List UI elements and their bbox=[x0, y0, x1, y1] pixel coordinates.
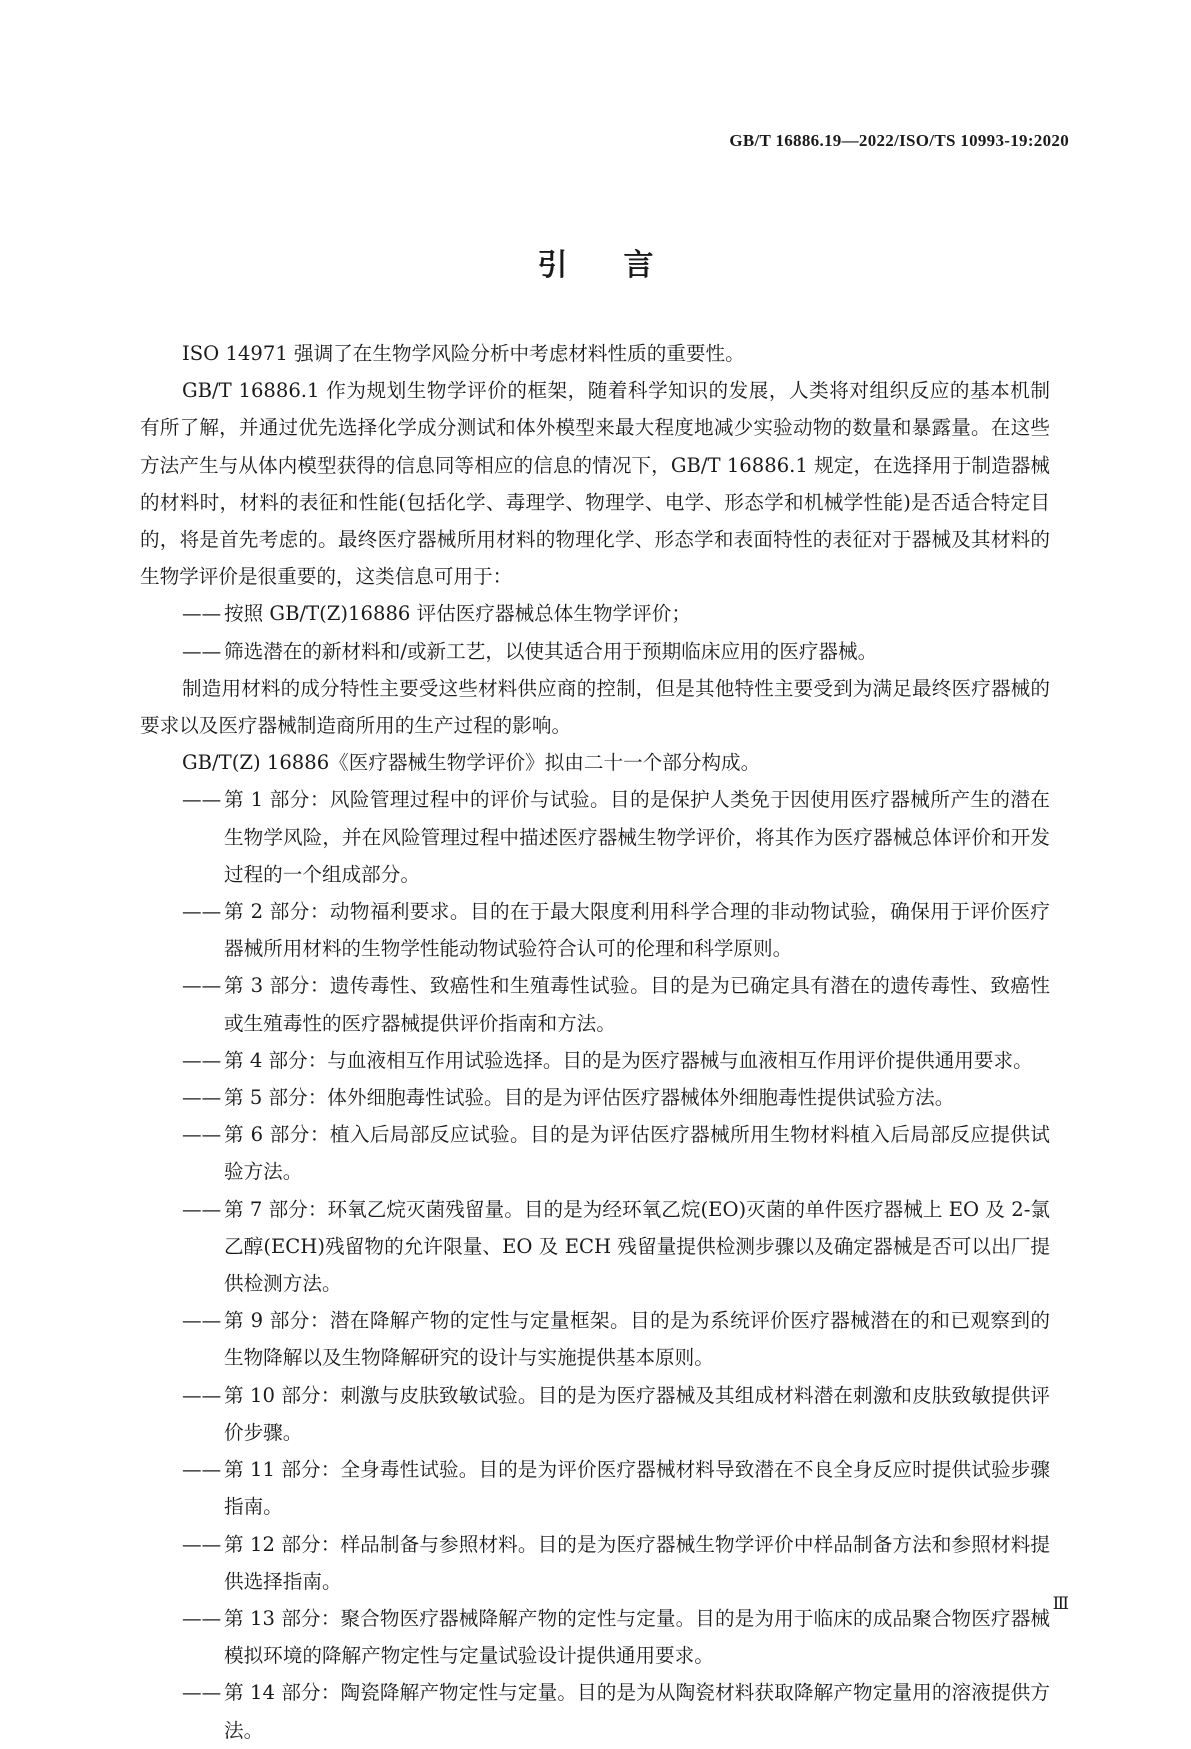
list-item-text: 第 13 部分：聚合物医疗器械降解产物的定性与定量。目的是为用于临床的成品聚合物医疗器械模拟环境的降解产物定性与定量试验设计提供通用要求。 bbox=[224, 1606, 1050, 1668]
list-item-part-12 bbox=[140, 1526, 1050, 1600]
list-item-part-14 bbox=[140, 1674, 1050, 1748]
list-item-part-13 bbox=[140, 1600, 1050, 1674]
dash-mark: —— bbox=[182, 1458, 222, 1482]
list-item-part-3 bbox=[140, 967, 1050, 1041]
dash-mark: —— bbox=[182, 1532, 222, 1556]
dash-mark: —— bbox=[182, 1681, 222, 1705]
list-item-part-1 bbox=[140, 781, 1050, 893]
list-item-text: 第 3 部分：遗传毒性、致癌性和生殖毒性试验。目的是为已确定具有潜在的遗传毒性、致癌性或生殖毒性的医疗器械提供评价指南和方法。 bbox=[224, 974, 1050, 1035]
dash-mark: —— bbox=[182, 1309, 222, 1333]
dash-mark: —— bbox=[182, 602, 222, 626]
list-item-text: 第 7 部分：环氧乙烷灭菌残留量。目的是为经环氧乙烷(EO)灭菌的单件医疗器械上 EO 及 2-氯乙醇(ECH)残留物的允许限量、EO 及 ECH 残留量提供检测步骤以及确定器械是否可以出厂提供检测方法。 bbox=[224, 1197, 1050, 1296]
list-item-text: 筛选潜在的新材料和/或新工艺，以使其适合用于预期临床应用的医疗器械。 bbox=[224, 639, 878, 663]
list-item-text: 第 4 部分：与血液相互作用试验选择。目的是为医疗器械与血液相互作用评价提供通用要求。 bbox=[224, 1048, 1033, 1072]
list-item-text: 第 1 部分：风险管理过程中的评价与试验。目的是保护人类免于因使用医疗器械所产生的潜在生物学风险，并在风险管理过程中描述医疗器械生物学评价，将其作为医疗器械总体评价和开发过程的一个组成部分。 bbox=[224, 788, 1050, 886]
dash-mark: —— bbox=[182, 900, 222, 924]
list-item-text: 第 6 部分：植入后局部反应试验。目的是为评估医疗器械所用生物材料植入后局部反应提供试验方法。 bbox=[224, 1123, 1050, 1184]
list-item-text: 按照 GB/T(Z)16886 评估医疗器械总体生物学评价； bbox=[224, 602, 691, 626]
list-item-text: 第 5 部分：体外细胞毒性试验。目的是为评估医疗器械体外细胞毒性提供试验方法。 bbox=[224, 1086, 955, 1110]
list-item-part-5 bbox=[140, 1079, 1050, 1116]
page-number: Ⅲ bbox=[1052, 1594, 1069, 1613]
dash-mark: —— bbox=[182, 1606, 222, 1630]
page-title: 引言 bbox=[537, 248, 710, 283]
introduction-body bbox=[140, 335, 1050, 1749]
paragraph-iso14971: ISO 14971 强调了在生物学风险分析中考虑材料性质的重要性。 bbox=[182, 342, 745, 365]
paragraph-material-control: 制造用材料的成分特性主要受这些材料供应商的控制，但是其他特性主要受到为满足最终医疗器械的要求以及医疗器械制造商所用的生产过程的影响。 bbox=[140, 676, 1050, 738]
list-item-part-6 bbox=[140, 1116, 1050, 1190]
list-item-part-4 bbox=[140, 1042, 1050, 1079]
standard-code-header: GB/T 16886.19—2022/ISO/TS 10993-19:2020 bbox=[729, 131, 1069, 150]
list-item-part-7 bbox=[140, 1191, 1050, 1303]
list-item-text: 第 9 部分：潜在降解产物的定性与定量框架。目的是为系统评价医疗器械潜在的和已观察到的生物降解以及生物降解研究的设计与实施提供基本原则。 bbox=[224, 1309, 1050, 1370]
dash-mark: —— bbox=[182, 1197, 222, 1221]
dash-mark: —— bbox=[182, 639, 222, 663]
list-item-text: 第 11 部分：全身毒性试验。目的是为评价医疗器械材料导致潜在不良全身反应时提供试验步骤指南。 bbox=[224, 1458, 1050, 1519]
dash-mark: —— bbox=[182, 1123, 222, 1147]
list-item-part-9 bbox=[140, 1302, 1050, 1376]
list-item-text: 第 14 部分：陶瓷降解产物定性与定量。目的是为从陶瓷材料获取降解产物定量用的溶液提供方法。 bbox=[224, 1681, 1050, 1742]
list-item-use-1 bbox=[140, 595, 1050, 632]
dash-mark: —— bbox=[182, 1383, 222, 1407]
list-item-part-10 bbox=[140, 1377, 1050, 1451]
list-item-part-2 bbox=[140, 893, 1050, 967]
list-item-text: 第 10 部分：刺激与皮肤致敏试验。目的是为医疗器械及其组成材料潜在刺激和皮肤致敏提供评价步骤。 bbox=[224, 1383, 1050, 1444]
list-item-part-11 bbox=[140, 1451, 1050, 1525]
paragraph-parts-intro: GB/T(Z) 16886《医疗器械生物学评价》拟由二十一个部分构成。 bbox=[182, 751, 761, 775]
dash-mark: —— bbox=[182, 1048, 222, 1072]
paragraph-framework: GB/T 16886.1 作为规划生物学评价的框架，随着科学知识的发展，人类将对组织反应的基本机制有所了解，并通过优先选择化学成分测试和体外模型来最大程度地减少实验动物的数量和暴露量。在这些方法产生与从体内模型获得的信息同等相应的信息的情况下，GB/T 16886.1 规定，在选择用于制造器械的材料时，材料的表征和性能(包括化学、毒理学、物理学、电学、形态学和机械学性能)是否适合特定目的，将是首先考虑的。最终医疗器械所用材料的物理化学、形态学和表面特性的表征对于器械及其材料的生物学评价是很重要的，这类信息可用于： bbox=[140, 379, 1050, 589]
list-item-use-2 bbox=[140, 633, 1050, 670]
dash-mark: —— bbox=[182, 974, 222, 998]
list-item-text: 第 12 部分：样品制备与参照材料。目的是为医疗器械生物学评价中样品制备方法和参照材料提供选择指南。 bbox=[224, 1532, 1050, 1593]
dash-mark: —— bbox=[182, 1086, 222, 1110]
list-item-text: 第 2 部分：动物福利要求。目的在于最大限度利用科学合理的非动物试验，确保用于评价医疗器械所用材料的生物学性能动物试验符合认可的伦理和科学原则。 bbox=[224, 900, 1050, 961]
dash-mark: —— bbox=[182, 788, 222, 812]
